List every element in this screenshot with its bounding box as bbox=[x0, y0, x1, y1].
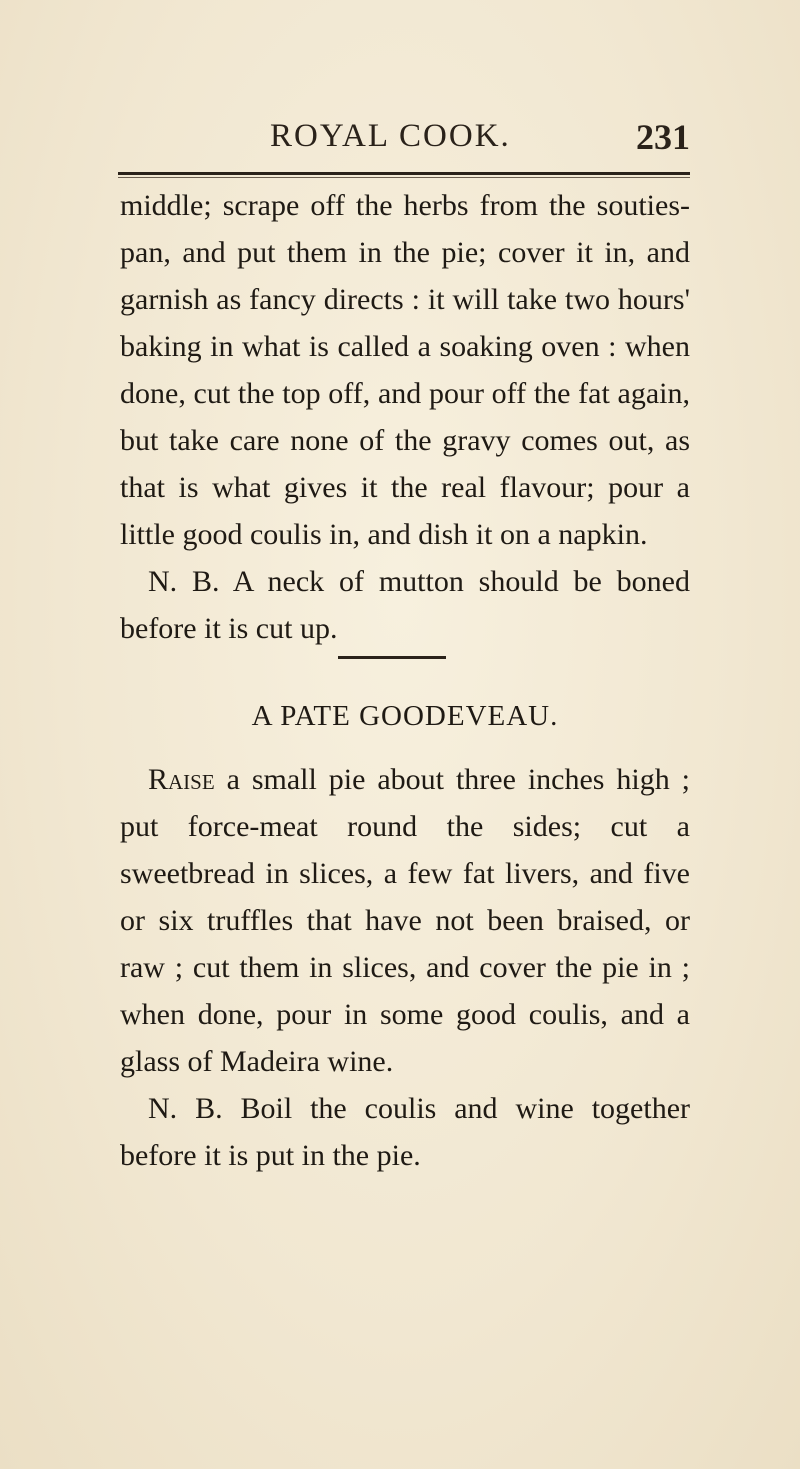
initial-word: Raise bbox=[148, 763, 215, 796]
paragraph-continuation: middle; scrape off the herbs from the souties-pan, and put them in the pie; cover it in, and garnish as fancy directs : it will take two hours' baking in what is called a soaking oven : when done, cut the top off, and pour off the fat again, but take care none of the gravy comes out, as that is what gives it the real flavour; pour a little good coulis in, and dish it on a napkin. bbox=[120, 189, 690, 551]
paragraph-pate-body: a small pie about three inches high ; put force-meat round the sides; cut a sweetbread in slices, a few fat livers, and five or six truffles that have not been braised, or raw ; cut them in slices, and cover the pie in ; when done, pour in some good coulis, and a glass of Madeira wine. bbox=[120, 763, 690, 1078]
running-title: ROYAL COOK. bbox=[270, 118, 511, 154]
paragraph-pate bbox=[120, 756, 690, 1085]
note-coulis: N. B. Boil the coulis and wine together before it is put in the pie. bbox=[120, 1092, 690, 1172]
running-head bbox=[120, 118, 690, 162]
header-rule bbox=[118, 172, 690, 178]
section-divider bbox=[338, 656, 446, 659]
section-heading: A PATE GOODEVEAU. bbox=[251, 700, 559, 732]
page-number: 231 bbox=[636, 117, 690, 157]
text-block-continuation bbox=[120, 182, 690, 652]
note-mutton: N. B. A neck of mutton should be boned before it is cut up. bbox=[120, 565, 690, 645]
text-block-pate bbox=[120, 756, 690, 1179]
